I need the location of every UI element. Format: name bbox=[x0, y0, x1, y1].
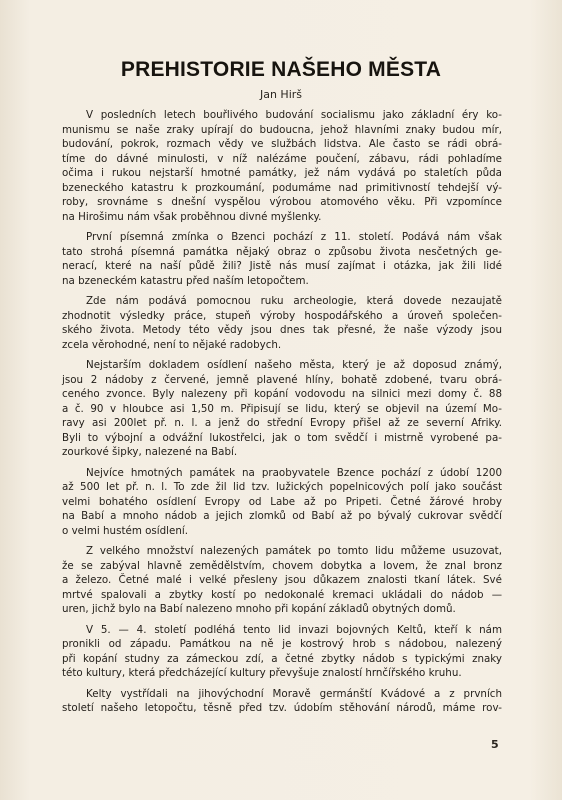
paragraph-line: ského života. Metody této vědy jsou dnes tak přesné, že naše výzody jsou bbox=[62, 324, 502, 336]
article-body bbox=[62, 108, 502, 722]
paragraph-line: ceného zvonce. Byly nalezeny při kopání vodovodu na silnici mezi domy č. 88 bbox=[62, 388, 502, 400]
paragraph-line: zhodnotit výsledky práce, stupeň výroby hospodářského a úroveň společen- bbox=[62, 309, 502, 322]
paragraph bbox=[62, 687, 502, 716]
paragraph-line: očima i rukou nejstarší hmotné památky, jež nám vydává po staletích půda bbox=[62, 167, 502, 179]
article-author: Jan Hirš bbox=[259, 88, 303, 101]
paragraph-line: zourkové šipky, nalezené na Babí. bbox=[62, 446, 238, 458]
paragraph-line: při kopání studny za zámeckou zdí, a četné zbytky nádob s typickými znaky bbox=[62, 652, 502, 665]
paragraph-line: na Babí a mnoho nádob a jejich zlomků od Babí až po bývalý cukrovar svědčí bbox=[62, 510, 502, 522]
paragraph-line: zcela věrohodné, není to nějaké radobych. bbox=[62, 338, 282, 351]
paragraph-line: Kelty vystřídali na jihovýchodní Moravě germánští Kvádové a z prvních bbox=[86, 687, 502, 700]
paragraph-line: pronikli od západu. Památkou na ně je kostrový hrob s nádobou, nalezený bbox=[62, 638, 502, 650]
paragraph-line: Z velkého množství nalezených památek po tomto lidu můžeme usuzovat, bbox=[86, 545, 502, 557]
paragraph bbox=[62, 230, 502, 288]
paragraph-line: uren, jichž bylo na Babí nalezeno mnoho při kopání základů obytných domů. bbox=[62, 603, 456, 615]
paragraph bbox=[62, 294, 502, 352]
paragraph-line: století našeho letopočtu, těsně před tzv. údobím stěhování národů, máme rov- bbox=[62, 702, 502, 714]
paragraph-line: munismu se naše zraky upírají do budoucna, jehož hlavními znaky budou mír, bbox=[62, 123, 502, 136]
paragraph-line: Nejstarším dokladem osídlení našeho města, který je až doposud známý, bbox=[86, 359, 502, 371]
paragraph bbox=[62, 358, 502, 460]
paragraph-line: bzeneckého katastru k prozkoumání, podumáme nad primitivností tehdejší vý- bbox=[62, 181, 502, 194]
paragraph-line: jsou 2 nádoby z červené, jemně plavené hlíny, bohatě zdobené, tvaru obrá- bbox=[62, 373, 502, 386]
paragraph-line: a č. 90 v hloubce asi 1,50 m. Připisují se lidu, který se objevil na území Mo- bbox=[62, 402, 502, 415]
paragraph-line: a železo. Četné malé i velké přesleny jsou důkazem znalosti tkaní látek. Své bbox=[62, 574, 502, 586]
paragraph bbox=[62, 544, 502, 617]
paragraph-line: ravy asi 200let př. n. l. a jenž do střední Evropy přišel až ze severní Afriky. bbox=[62, 417, 502, 429]
paragraph-line: až 500 let př. n. l. To zde žil lid tzv. lužických popelnicových polí jako součást bbox=[62, 481, 502, 493]
paragraph bbox=[62, 108, 502, 224]
paragraph bbox=[62, 623, 502, 681]
article-title: PREHISTORIE NAŠEHO MĚSTA bbox=[120, 58, 442, 81]
paragraph-line: o velmi hustém osídlení. bbox=[62, 524, 189, 537]
paragraph-line: roby, srovnáme s dnešní vyspělou výrobou atomového věku. Při vzpomínce bbox=[62, 196, 502, 208]
paragraph-line: budování, pokrok, rozmach vědy ve službách lidstva. Ale často se rádi obrá- bbox=[62, 138, 502, 150]
paragraph-line: Nejvíce hmotných památek na praobyvatele Bzence pochází z údobí 1200 bbox=[86, 466, 502, 479]
paragraph-line: V 5. — 4. století podléhá tento lid invazi bojovných Keltů, kteří k nám bbox=[86, 623, 502, 636]
paragraph-line: že se zabýval hlavně zemědělstvím, chovem dobytka a lovem, že znal bronz bbox=[62, 559, 502, 572]
paragraph-line: na Hirošimu nám však proběhnou divné myšlenky. bbox=[62, 210, 322, 223]
paragraph-line: tíme do dávné minulosti, v níž nalézáme poučení, zábavu, rádi pohladíme bbox=[62, 152, 502, 165]
paragraph-line: První písemná zmínka o Bzenci pochází z 11. století. Podává nám však bbox=[86, 231, 502, 243]
paragraph-line: Zde nám podává pomocnou ruku archeologie, která dovede nezaujatě bbox=[86, 295, 502, 307]
page-number: 5 bbox=[491, 738, 499, 751]
paragraph bbox=[62, 466, 502, 539]
paragraph-line: nerací, které na naší půdě žili? Jistě nás musí zajímat i otázka, jak žili lidé bbox=[62, 260, 502, 272]
paragraph-line: V posledních letech bouřlivého budování socialismu jako základní éry ko- bbox=[86, 109, 502, 121]
paragraph-line: na bzeneckém katastru před naším letopočtem. bbox=[62, 274, 309, 287]
paragraph-line: tato strohá písemná památka nějaký obraz o způsobu života nesčetných ge- bbox=[62, 245, 502, 258]
paragraph-line: této kultury, která předcházející kultury převyšuje znalostí hrnčířského kruhu. bbox=[62, 667, 462, 679]
paragraph-line: velmi bohatého osídlení Evropy od Labe až po Pripeti. Četné žárové hroby bbox=[62, 495, 502, 508]
paragraph-line: mrtvé spalovali a zbytky kostí po nedokonalé kremaci ukládali do nádob — bbox=[62, 588, 502, 601]
paragraph-line: Byli to výbojní a odvážní lukostřelci, jak o tom svědčí i mistrně vyrobené pa- bbox=[62, 431, 502, 444]
